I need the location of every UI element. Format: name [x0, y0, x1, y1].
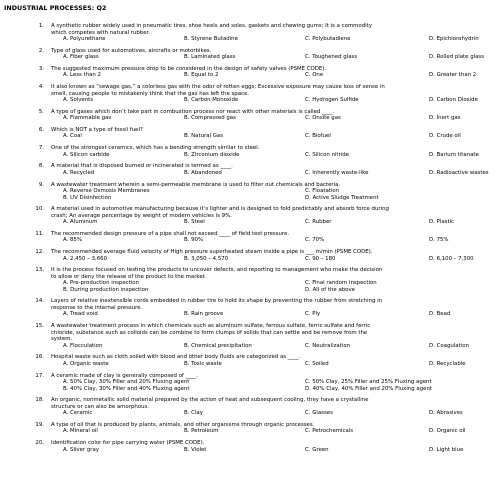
answer-choice[interactable]: B. Laminated glass	[184, 54, 236, 61]
answer-choice[interactable]: D. Radioactive wastes	[429, 169, 489, 176]
answer-choice[interactable]: C. Inherently waste-like	[305, 169, 369, 176]
answer-choice[interactable]: D. Abrasives	[429, 410, 463, 417]
question-number: 6.	[38, 126, 44, 133]
answer-choice[interactable]: C. Soiled	[305, 360, 329, 367]
answer-choice[interactable]: A. Flammable gas	[63, 115, 112, 122]
question-number: 15.	[35, 323, 44, 330]
question-list	[0, 23, 495, 453]
question-number: 2.	[38, 47, 44, 54]
answer-choice[interactable]: B. Clay	[184, 410, 203, 417]
answer-choice[interactable]: D. Barium titanate	[429, 151, 479, 158]
answer-choice[interactable]: A. Organic waste	[63, 360, 109, 367]
question-number: 14.	[35, 298, 44, 305]
page-title: INDUSTRIAL PROCESSES: Q2	[4, 4, 107, 12]
answer-choice[interactable]: A. 2,450 – 3,660	[63, 255, 108, 262]
answer-choice[interactable]: D. Inert gas	[429, 115, 461, 122]
question-stem-line: An organic, nonmetallic solid material prepared by the action of heat and subsequent cooling, they have a crystalline	[51, 397, 369, 404]
answer-choice[interactable]: D. Organic oil	[429, 428, 466, 435]
answer-choice[interactable]: A. Recycled	[63, 169, 95, 176]
answer-choice[interactable]: B. Abandoned	[184, 169, 222, 176]
question-item	[0, 23, 495, 43]
answer-choice[interactable]: B. Petroleum	[184, 428, 219, 435]
answer-choice[interactable]: D. Recyclable	[429, 360, 466, 367]
question-item	[0, 231, 495, 244]
question-stem-line: crash; An average percentage by weight of modern vehicles is 9%.	[51, 212, 232, 219]
answer-choice[interactable]: C. Onsite gas	[305, 115, 341, 122]
question-item	[0, 298, 495, 318]
question-number: 13.	[35, 267, 44, 274]
answer-choice[interactable]: B. Steel	[184, 219, 205, 226]
answer-choice[interactable]: C. One	[305, 72, 324, 79]
question-number: 7.	[38, 145, 44, 152]
choice-row	[51, 361, 495, 368]
question-item	[0, 127, 495, 140]
answer-choice[interactable]: B. Compressed gas	[184, 115, 236, 122]
question-item	[0, 145, 495, 158]
question-number: 5.	[38, 108, 44, 115]
choice-row	[51, 219, 495, 226]
answer-choice[interactable]: A. 50% Clay, 30% Filler and 20% Fluxing agent	[63, 379, 190, 385]
answer-choice[interactable]: D. Light blue	[429, 446, 464, 453]
question-number: 20.	[35, 440, 44, 447]
question-stem-line: system.	[51, 336, 73, 343]
answer-choice[interactable]: A. Less than 2	[63, 72, 101, 79]
answer-choice[interactable]: C. Toughened glass	[305, 54, 358, 61]
question-stem-line: One of the strongest ceramics, which has a bending strength similar to steel.	[51, 145, 260, 152]
question-number: 10.	[35, 206, 44, 213]
answer-choice[interactable]: C. Petrochemicals	[305, 428, 354, 435]
answer-choice[interactable]: C. 90 – 180	[305, 255, 336, 262]
question-stem-line: A wastewater treatment process in which chemicals such as aluminum sulfate, ferrous sulfate, ferric sulfate and ferric	[51, 323, 371, 330]
answer-choice[interactable]: A. Ceramic	[63, 410, 93, 417]
question-stem-line: which competes with natural rubber.	[51, 29, 150, 36]
question-item	[0, 84, 495, 104]
choice-row	[51, 36, 495, 43]
answer-choice[interactable]: A. Flocculation	[63, 342, 103, 349]
question-stem-line: Layers of relative inextensible cords embedded in rubber tire to hold its shape by preventing the rubber from stretching in	[51, 298, 383, 305]
choice-row	[51, 256, 495, 263]
question-item	[0, 373, 495, 393]
question-stem-line: A synthetic rubber widely used in pneumatic tires, shoe heels and soles, gaskets and chewing gums; It is a commodity	[51, 23, 372, 29]
question-stem-line: A wastewater treatment wherein a semi-permeable membrane is used to filter out chemicals and bacteria.	[51, 181, 341, 188]
question-item	[0, 206, 495, 226]
question-stem-line: It is the process focused on testing the products to uncover defects, and reporting to management who make the decision	[51, 267, 383, 274]
answer-choice[interactable]: C. Silicon nitride	[305, 151, 349, 158]
question-item	[0, 397, 495, 417]
answer-choice[interactable]: A. Fiber glass	[63, 54, 99, 61]
question-stem-line: to allow or deny the release of the product to the market.	[51, 273, 207, 280]
choice-row	[51, 54, 495, 61]
question-number: 1.	[38, 23, 44, 29]
choice-row	[51, 447, 495, 454]
answer-choice[interactable]: D. Crude oil	[429, 133, 461, 140]
question-item	[0, 163, 495, 176]
question-item	[0, 440, 495, 453]
answer-choice[interactable]: C. Floatation	[305, 188, 340, 194]
answer-choice[interactable]: B. Natural Gas	[184, 133, 224, 140]
question-item	[0, 48, 495, 61]
choice-row	[51, 237, 495, 244]
question-number: 4.	[38, 84, 44, 91]
question-item	[0, 182, 495, 202]
choice-row	[51, 287, 495, 294]
question-item	[0, 422, 495, 435]
answer-choice[interactable]: B. 90%	[184, 237, 204, 244]
answer-choice[interactable]: A. Pre-production inspection	[63, 280, 139, 287]
answer-choice[interactable]: A. Silver gray	[63, 446, 100, 453]
answer-choice[interactable]: C. Glasses	[305, 410, 333, 417]
question-stem-line: A ceramic made of clay is generally composed of ____.	[51, 372, 199, 379]
choice-row	[51, 72, 495, 79]
answer-choice[interactable]: C. Final random inspection	[305, 280, 377, 287]
question-number: 12.	[35, 249, 44, 256]
choice-row	[51, 115, 495, 122]
question-item	[0, 249, 495, 262]
answer-choice[interactable]: D. Rolled plate glass	[429, 54, 485, 61]
answer-choice[interactable]: D. Carbon Dioxide	[429, 97, 478, 104]
question-stem-line: Identification color for pipe carrying water (PSME CODE).	[51, 440, 205, 447]
answer-choice[interactable]: B. Carbon Monoxide	[184, 97, 239, 104]
question-item	[0, 267, 495, 293]
choice-row	[51, 195, 495, 202]
choice-row	[51, 170, 495, 177]
answer-choice[interactable]: B. Styrene Butadine	[184, 36, 238, 42]
answer-choice[interactable]: D. 6,100 – 7,300	[429, 255, 474, 262]
answer-choice[interactable]: A. Tread void	[63, 311, 98, 318]
answer-choice[interactable]: A. Silicon carbide	[63, 151, 110, 158]
answer-choice[interactable]: A. Coal	[63, 133, 82, 140]
answer-choice[interactable]: D. Greater than 2	[429, 72, 477, 79]
answer-choice[interactable]: D. All of the above	[305, 286, 355, 293]
choice-row	[51, 311, 495, 318]
question-stem-line: A type of oil that is produced by plants, animals, and other organisms through organic processes.	[51, 421, 315, 428]
choice-row	[51, 343, 495, 350]
answer-choice[interactable]: C. Neutralization	[305, 342, 351, 349]
question-number: 11.	[35, 230, 44, 237]
question-number: 17.	[35, 372, 44, 379]
question-stem-line: smell, causing people to mistakenly think that the gas has left the space.	[51, 90, 250, 97]
answer-choice[interactable]: B. Violet	[184, 446, 207, 453]
question-item	[0, 323, 495, 349]
question-number: 8.	[38, 163, 44, 170]
answer-choice[interactable]: A. Solvents	[63, 97, 94, 104]
choice-row	[51, 386, 495, 393]
answer-choice[interactable]: A. Mineral oil	[63, 428, 98, 435]
answer-choice[interactable]: C. 70%	[305, 237, 325, 244]
question-number: 3.	[38, 65, 44, 72]
answer-choice[interactable]: B. During production inspection	[63, 286, 149, 293]
answer-choice[interactable]: C. Polybutadiene	[305, 36, 351, 42]
question-item	[0, 354, 495, 367]
answer-choice[interactable]: A. 85%	[63, 237, 83, 244]
answer-choice[interactable]: C. Green	[305, 446, 329, 453]
answer-choice[interactable]: B. Chemical precipitation	[184, 342, 252, 349]
answer-choice[interactable]: A. Polyurethane	[63, 36, 106, 42]
answer-choice[interactable]: B. 3,050 – 4,570	[184, 255, 229, 262]
question-stem-line: The recommended design pressure of a pipe shall not exceed ____ of field test pressure.	[51, 230, 290, 237]
answer-choice[interactable]: C. Biofuel	[305, 133, 331, 140]
answer-choice[interactable]: C. Ply	[305, 311, 321, 318]
choice-row	[51, 97, 495, 104]
question-stem-line: The suggested maximum pressure drop to be considered in the design of safety valves (PSME CODE).	[51, 65, 327, 72]
answer-choice[interactable]: D. 75%	[429, 237, 449, 244]
choice-row	[51, 410, 495, 417]
answer-choice[interactable]: D. 40% Clay, 40% Filler and 20% Fluxing agent	[305, 385, 432, 392]
question-stem-line: A material that is disposed burned or incinerated is termed as ____.	[51, 163, 233, 170]
answer-choice[interactable]: B. 40% Clay, 30% Filler and 40% Fluxing agent	[63, 385, 190, 392]
question-number: 9.	[38, 181, 44, 188]
answer-choice[interactable]: B. Equal to 2	[184, 72, 219, 79]
question-number: 16.	[35, 354, 44, 361]
question-number: 18.	[35, 397, 44, 404]
question-stem-line: A material used in automotive manufacturing because it’s lighter and is designed to fold predictably and absorb force during	[51, 206, 389, 213]
answer-choice[interactable]: C. Rubber	[305, 219, 332, 226]
question-stem-line: structure or can also be amorphous.	[51, 403, 150, 410]
question-stem-line: Hospital waste such as cloth soiled with blood and other body fluids are categorized as ____.	[51, 354, 301, 361]
question-stem-line: It also known as “sewage gas,” a colorless gas with the odor of rotten eggs; Excessive exposure may cause loss of sense in	[51, 84, 385, 91]
answer-choice[interactable]: B. Rain groove	[184, 311, 224, 318]
question-stem-line: A type of gases which don’t take part in combustion process nor react with other materials is called ____.	[51, 108, 335, 115]
choice-row	[51, 133, 495, 140]
answer-choice[interactable]: D. Epichlorohydrin	[429, 36, 479, 42]
choice-row	[51, 428, 495, 435]
answer-choice[interactable]: B. UV Disinfection	[63, 194, 112, 201]
answer-choice[interactable]: D. Coagulation	[429, 342, 469, 349]
question-stem-line: chloride, substance such as colloids can be combine to form clumps of solids that can settle and be remove from the	[51, 329, 368, 336]
question-stem-line: Which is NOT a type of fossil fuel?	[51, 126, 143, 133]
question-item	[0, 66, 495, 79]
answer-choice[interactable]: A. Reverse Osmosis Membranes	[63, 188, 150, 194]
answer-choice[interactable]: B. Toxic waste	[184, 360, 222, 367]
choice-row	[51, 152, 495, 159]
answer-choice[interactable]: C. Hydrogen Sulfide	[305, 97, 359, 104]
answer-choice[interactable]: D. Bead	[429, 311, 451, 318]
question-stem-line: response to the internal pressure.	[51, 304, 143, 311]
question-stem-line: The recommended average fluid velocity of High pressure superheated steam inside a pipe is ___ m/min (PSME CODE).	[51, 249, 373, 256]
answer-choice[interactable]: B. Zirconium dioxide	[184, 151, 240, 158]
answer-choice[interactable]: C. 50% Clay, 25% Filler and 25% Fluxing agent	[305, 379, 432, 385]
answer-choice[interactable]: D. Active Sludge Treatment	[305, 194, 379, 201]
question-item	[0, 109, 495, 122]
question-stem-line: Type of glass used for automotives, aircrafts or motorbikes.	[51, 47, 212, 54]
answer-choice[interactable]: D. Plastic	[429, 219, 455, 226]
answer-choice[interactable]: A. Aluminum	[63, 219, 98, 226]
question-number: 19.	[35, 421, 44, 428]
